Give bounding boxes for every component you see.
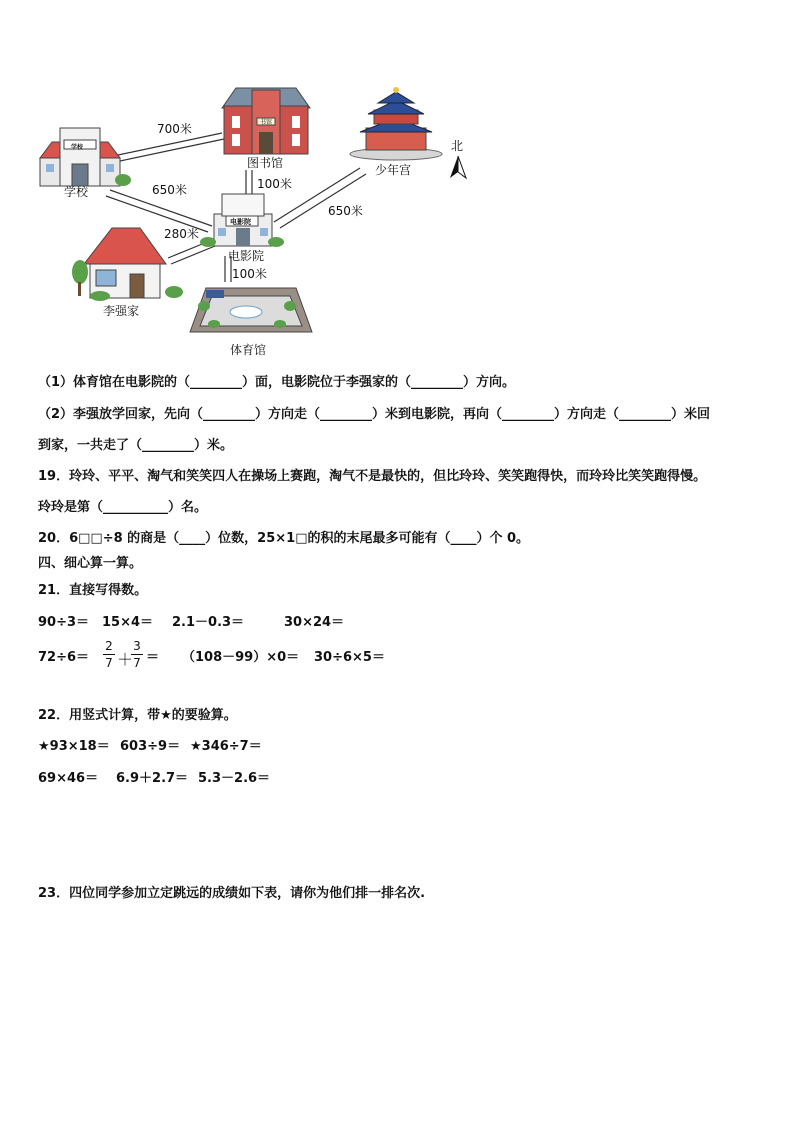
label-library: 图书馆: [247, 156, 284, 170]
distance-school-library: 700米: [157, 122, 192, 136]
question-18-part2-line2: 到家，一共走了（________）米。: [38, 438, 234, 453]
distance-youth-cinema: 650米: [328, 204, 363, 218]
question-21-heading: 21．直接写得数。: [38, 583, 148, 598]
label-cinema: 电影院: [228, 249, 265, 263]
distance-school-cinema: 650米: [152, 183, 187, 197]
q21-item-7: （108－99）×0＝: [182, 650, 300, 665]
q22-item-5: 6.9＋2.7＝: [116, 771, 189, 786]
q21-item-3: 2.1－0.3＝: [172, 615, 245, 630]
question-18-part2-line1: （2）李强放学回家，先向（________）方向走（________）米到电影院，再向（________）方向走（________）米回: [38, 407, 711, 422]
fraction-3-7: [131, 640, 143, 669]
question-23: 23．四位同学参加立定跳远的成绩如下表，请你为他们排一排名次.: [38, 886, 426, 901]
road-school-library: [118, 133, 224, 161]
fraction-denominator: 7: [133, 656, 141, 670]
q21-item-8: 30÷6×5＝: [314, 650, 385, 665]
fraction-denominator: 7: [105, 656, 113, 670]
q21-item-2: 15×4＝: [102, 615, 154, 630]
plus-sign: ＋: [117, 650, 134, 669]
distance-library-cinema: 100米: [257, 177, 292, 191]
q21-item-1: 90÷3＝: [38, 615, 90, 630]
q22-item-1: ★93×18＝: [38, 739, 110, 754]
school-sign: 学校: [71, 144, 84, 151]
north-label: 北: [451, 139, 464, 153]
q22-item-4: 69×46＝: [38, 771, 99, 786]
question-18-part1: （1）体育馆在电影院的（________）面，电影院位于李强家的（________）方向。: [38, 375, 516, 390]
label-school: 学校: [64, 185, 89, 199]
distance-home-cinema: 280米: [164, 227, 199, 241]
equals-sign: ＝: [146, 650, 160, 665]
fraction-numerator: 2: [105, 639, 113, 653]
distance-cinema-gym: 100米: [232, 267, 267, 281]
label-gym: 体育馆: [230, 343, 267, 357]
fraction-2-7: [103, 640, 115, 669]
q21-item-5: 72÷6＝: [38, 650, 90, 665]
q22-item-3: ★346÷7＝: [190, 739, 262, 754]
question-20: 20．6□□÷8 的商是（____）位数，25×1□的积的末尾最多可能有（____）个 0。: [38, 531, 530, 546]
question-19-line1: 19．玲玲、平平、淘气和笑笑四人在操场上赛跑，淘气不是最快的，但比玲玲、笑笑跑得快，而玲玲比笑笑跑得慢。: [38, 469, 707, 484]
cinema-sign: 电影院: [230, 218, 251, 226]
section-4-heading: 四、细心算一算。: [38, 556, 143, 571]
library-sign: 书馆: [260, 119, 273, 126]
label-home: 李强家: [103, 304, 140, 318]
q22-item-2: 603÷9＝: [120, 739, 181, 754]
youth-palace-building: [350, 87, 442, 160]
gym-building: [190, 288, 312, 332]
question-19-line2: 玲玲是第（__________）名。: [38, 500, 208, 515]
fraction-bar: [131, 654, 143, 655]
fraction-numerator: 3: [133, 639, 141, 653]
q21-item-4: 30×24＝: [284, 615, 345, 630]
north-arrow-icon: [450, 156, 466, 178]
school-building: [40, 128, 131, 186]
q22-item-6: 5.3－2.6＝: [198, 771, 271, 786]
label-youth-palace: 少年宫: [375, 163, 412, 177]
fraction-bar: [103, 654, 115, 655]
question-22-heading: 22．用竖式计算，带★的要验算。: [38, 708, 237, 723]
